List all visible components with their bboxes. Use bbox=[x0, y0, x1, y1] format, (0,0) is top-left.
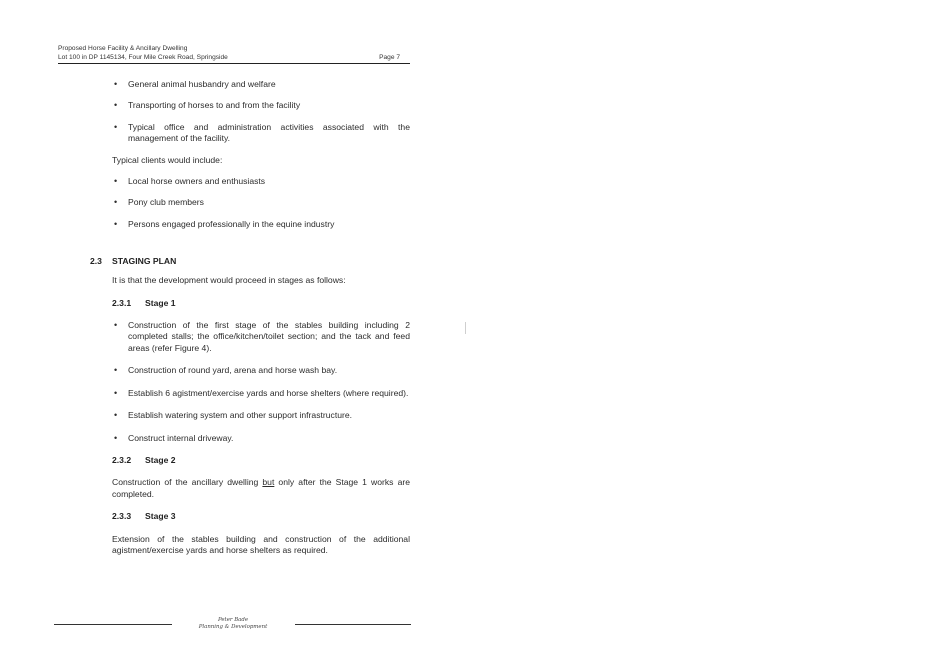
page-header bbox=[58, 45, 410, 64]
header-address-row bbox=[58, 54, 410, 65]
list-item: • Pony club members bbox=[112, 197, 410, 208]
scan-mark bbox=[465, 322, 466, 334]
stage2-text-end: only after the Stage 1 works are completed. bbox=[112, 477, 410, 499]
list-item: • Transporting of horses to and from the facility bbox=[112, 100, 410, 111]
page-body bbox=[112, 79, 410, 556]
header-title: Proposed Horse Facility & Ancillary Dwelling bbox=[58, 45, 188, 52]
list-item: • Construct internal driveway. bbox=[112, 433, 410, 444]
list-item: • Persons engaged professionally in the equine industry bbox=[112, 219, 410, 230]
stage3-number: 2.3.3 bbox=[112, 511, 132, 522]
section-title: STAGING PLAN bbox=[112, 256, 177, 266]
header-address: Lot 100 in DP 1145134, Four Mile Creek Road, Springside bbox=[58, 53, 228, 61]
stage2-emphasis: but bbox=[262, 477, 275, 488]
clients-intro: Typical clients would include: bbox=[112, 154, 223, 165]
list-item: • Local horse owners and enthusiasts bbox=[112, 176, 410, 187]
list-item: • General animal husbandry and welfare bbox=[112, 79, 410, 90]
stage2-text-start: Construction of the ancillary dwelling bbox=[112, 477, 263, 488]
list-item: • Establish watering system and other support infrastructure. bbox=[112, 410, 410, 421]
stage3-text: Extension of the stables building and construction of the additional agistment/exercise yards and horse shelters as required. bbox=[112, 533, 410, 555]
section-heading bbox=[90, 256, 176, 266]
section-intro: It is that the development would proceed in stages as follows: bbox=[112, 275, 346, 286]
stage2-title: Stage 2 bbox=[145, 454, 176, 465]
stage3-heading bbox=[112, 511, 410, 522]
stage2-heading bbox=[112, 455, 410, 466]
list-item: • Construction of the first stage of the stables building including 2 completed stalls; the office/kitchen/toilet section; and the tack and feed areas (refer Figure 4). bbox=[112, 320, 410, 354]
footer-subtitle: Planning & Development bbox=[198, 624, 268, 630]
list-item: • Establish 6 agistment/exercise yards and horse shelters (where required). bbox=[112, 388, 410, 399]
stage1-heading bbox=[112, 298, 410, 309]
footer-name: Peter Bade bbox=[217, 617, 249, 623]
stage2-text bbox=[112, 477, 410, 500]
footer-rule-left bbox=[54, 624, 172, 625]
footer-rule-right bbox=[295, 624, 411, 625]
list-item: • Typical office and administration activities associated with the management of the facility. bbox=[112, 122, 410, 145]
stage3-title: Stage 3 bbox=[145, 511, 176, 522]
list-item: • Construction of round yard, arena and horse wash bay. bbox=[112, 365, 410, 376]
page-number: Page 7 bbox=[379, 53, 400, 61]
stage1-title: Stage 1 bbox=[145, 297, 176, 308]
section-number: 2.3 bbox=[90, 256, 102, 266]
stage1-number: 2.3.1 bbox=[112, 297, 132, 308]
stage2-number: 2.3.2 bbox=[112, 454, 132, 465]
footer-signature bbox=[198, 617, 268, 631]
